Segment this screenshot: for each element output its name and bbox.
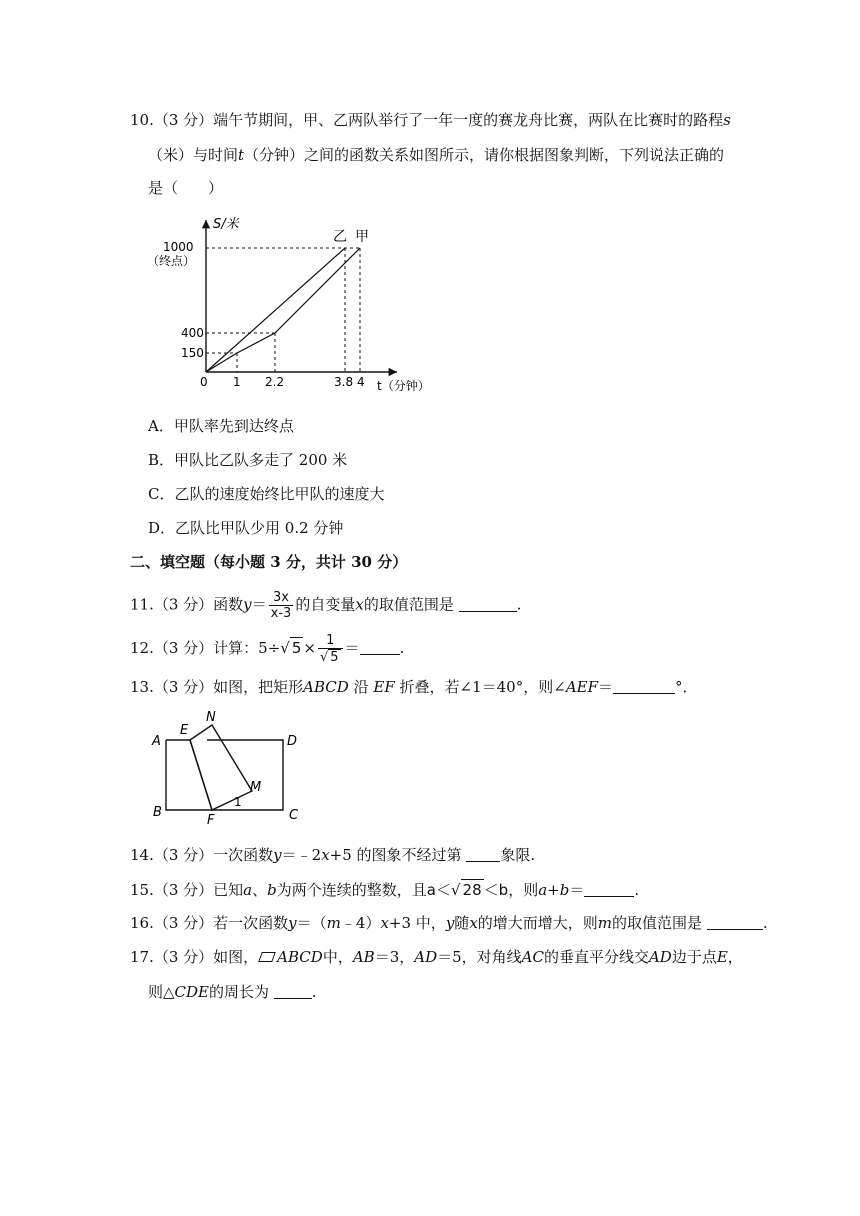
- q15-answer-blank[interactable]: [584, 882, 634, 897]
- q10-stem-line2: （米）与时间t（分钟）之间的函数关系如图所示，请你根据图象判断，下列说法正确的: [148, 146, 725, 164]
- y-tick-400: 400: [181, 326, 204, 340]
- svg-text:N: N: [206, 710, 216, 725]
- q16-stem: 16.（3 分）若一次函数y＝（m﹣4）x+3 中，y随x的增大而增大，则m的取值范围是 .: [130, 914, 768, 932]
- q10-option-b[interactable]: B．甲队比乙队多走了 200 米: [148, 451, 348, 469]
- parallelogram-icon: [258, 952, 276, 962]
- q16-answer-blank[interactable]: [707, 915, 763, 930]
- q10-option-a[interactable]: A．甲队率先到达终点: [148, 417, 294, 435]
- q12-stem: 12.（3 分）计算：5÷√ 5 × $\frac{1}{√ 5}$ ＝ .: [130, 633, 405, 665]
- y-tick-endpoint: （终点）: [147, 254, 196, 268]
- svg-text:D: D: [287, 734, 298, 749]
- q14-stem: 14.（3 分）一次函数y＝﹣2x+5 的图象不经过第 象限.: [130, 846, 536, 864]
- var-t: t: [238, 146, 245, 164]
- series-jia-label: 甲: [355, 229, 369, 245]
- var-s: s: [723, 111, 731, 129]
- y-axis-label: S/米: [213, 217, 239, 232]
- origin-label: 0: [200, 375, 208, 389]
- q10-stem-line3: 是（ ）: [148, 179, 224, 197]
- q10-option-c[interactable]: C．乙队的速度始终比甲队的速度大: [148, 485, 385, 503]
- y-tick-1000: 1000: [163, 240, 194, 254]
- series-yi-label: 乙: [333, 229, 347, 245]
- svg-text:M: M: [250, 780, 262, 795]
- q17-answer-blank[interactable]: [274, 984, 312, 999]
- svg-text:A: A: [152, 734, 161, 749]
- svg-text:1: 1: [234, 795, 242, 809]
- section-heading-fill-in: 二、填空题（每小题 3 分，共计 30 分）: [130, 553, 408, 571]
- x-axis-label: t（分钟）: [377, 379, 430, 392]
- q15-stem: 15.（3 分）已知a、b为两个连续的整数，且a＜√ 28 ＜b，则a+b＝ .: [130, 881, 640, 899]
- svg-text:B: B: [153, 805, 162, 820]
- svg-text:F: F: [207, 813, 215, 826]
- q14-answer-blank[interactable]: [466, 847, 500, 862]
- q12-fraction: $\frac{1}{√ 5}$: [318, 633, 343, 665]
- q13-answer-blank[interactable]: [613, 679, 675, 694]
- q13-stem: 13.（3 分）如图，把矩形ABCD 沿 EF 折叠，若∠1＝40°，则∠AEF＝ °．: [130, 678, 698, 696]
- q10-option-d[interactable]: D．乙队比甲队少用 0.2 分钟: [148, 519, 344, 537]
- x-tick-2-2: 2.2: [265, 375, 285, 389]
- series-jia-line: [206, 248, 360, 372]
- q10-stem-line1: 10.（3 分）端午节期间，甲、乙两队举行了一年一度的赛龙舟比赛，两队在比赛时的路程s: [130, 111, 731, 129]
- q11-answer-blank[interactable]: [459, 597, 517, 612]
- q17-stem-line2: 则△CDE的周长为 .: [148, 983, 317, 1001]
- q11-stem: 11.（3 分）函数y＝ $\frac{3x}{x-3}$ 的自变量x的取值范围是 .: [130, 590, 522, 621]
- svg-text:C: C: [289, 808, 299, 823]
- q12-answer-blank[interactable]: [360, 640, 400, 655]
- q11-fraction: $\frac{3x}{x-3}$: [270, 590, 292, 621]
- svg-text:E: E: [180, 723, 189, 738]
- q13-folded-rectangle-figure: [150, 708, 310, 826]
- x-tick-1: 1: [233, 375, 241, 389]
- x-tick-3-8: 3.8: [334, 375, 354, 389]
- y-tick-150: 150: [181, 346, 204, 360]
- q17-stem-line1: 17.（3 分）如图， ABCD中，AB＝3，AD＝5，对角线AC的垂直平分线交AD边于点E，: [130, 948, 743, 966]
- q10-distance-time-graph: [145, 212, 445, 392]
- x-tick-4: 4: [357, 375, 365, 389]
